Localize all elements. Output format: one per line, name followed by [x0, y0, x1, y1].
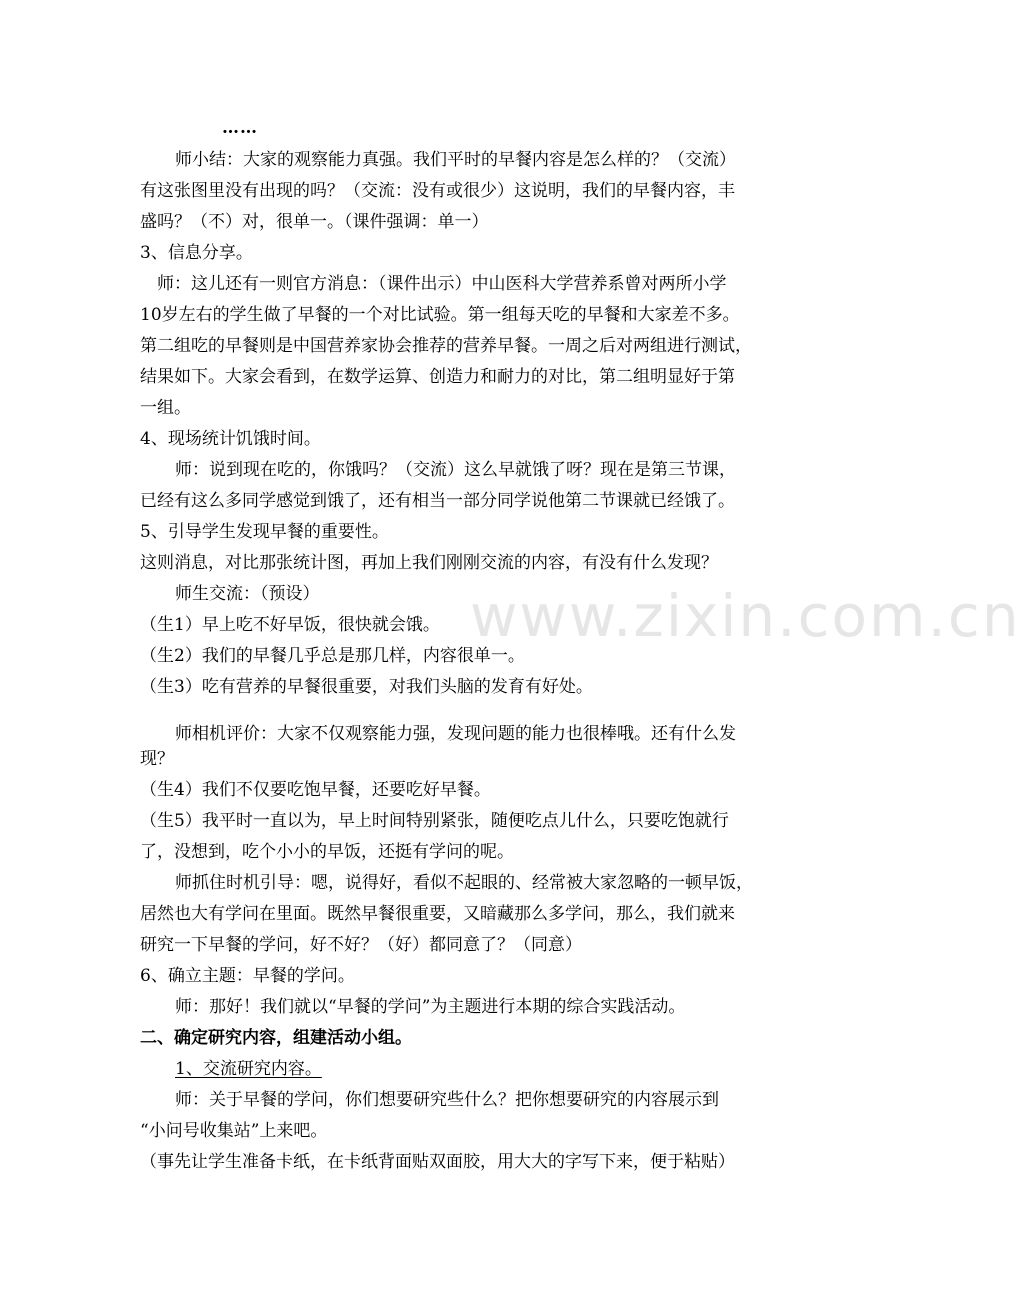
student-response: （生5）我平时一直以为，早上时间特别紧张，随便吃点儿什么，只要吃饱就行: [140, 811, 729, 831]
subsection-heading: 1、交流研究内容。: [175, 1059, 322, 1079]
student-response: （生4）我们不仅要吃饱早餐，还要吃好早餐。: [140, 780, 491, 800]
paragraph-line: 师抓住时机引导：嗯，说得好，看似不起眼的、经常被大家忽略的一顿早饭，: [175, 873, 753, 893]
paragraph-line: 师相机评价：大家不仅观察能力强，发现问题的能力也很棒哦。还有什么发: [175, 724, 736, 744]
watermark: www.zixin.com.cn: [470, 582, 1021, 650]
paragraph-line: 研究一下早餐的学问，好不好？（好）都同意了？（同意）: [140, 935, 582, 955]
section-heading: 5、引导学生发现早餐的重要性。: [140, 522, 389, 542]
paragraph-line: 师生交流：（预设）: [175, 584, 320, 604]
paragraph-line: 了，没想到，吃个小小的早饭，还挺有学问的呢。: [140, 842, 514, 862]
paragraph-line: 已经有这么多同学感觉到饿了，还有相当一部分同学说他第二节课就已经饿了。: [140, 491, 735, 511]
main-heading: 二、确定研究内容，组建活动小组。: [140, 1028, 412, 1048]
paragraph-line: 师：关于早餐的学问，你们想要研究些什么？把你想要研究的内容展示到: [175, 1090, 719, 1110]
paragraph-line: 师小结：大家的观察能力真强。我们平时的早餐内容是怎么样的？（交流）: [175, 150, 736, 170]
paragraph-line: 结果如下。大家会看到，在数学运算、创造力和耐力的对比，第二组明显好于第: [140, 367, 735, 387]
paragraph-line: 盛吗？（不）对，很单一。（课件强调：单一）: [140, 212, 489, 232]
section-heading: 4、现场统计饥饿时间。: [140, 429, 321, 449]
paragraph-line: 师：说到现在吃的，你饿吗？（交流）这么早就饿了呀？现在是第三节课，: [175, 460, 736, 480]
paragraph-line: “小问号收集站”上来吧。: [140, 1121, 328, 1141]
student-response: （生1）早上吃不好早饭，很快就会饿。: [140, 615, 440, 635]
student-response: （生2）我们的早餐几乎总是那几样，内容很单一。: [140, 646, 525, 666]
paragraph-line: 这则消息，对比那张统计图，再加上我们刚刚交流的内容，有没有什么发现？: [140, 553, 718, 573]
paragraph-line: （事先让学生准备卡纸，在卡纸背面贴双面胶，用大大的字写下来，便于粘贴）: [140, 1152, 735, 1172]
paragraph-line: 现？: [140, 749, 174, 769]
paragraph-line: 师：这儿还有一则官方消息：（课件出示）中山医科大学营养系曾对两所小学: [157, 274, 727, 294]
paragraph-line: 有这张图里没有出现的吗？（交流：没有或很少）这说明，我们的早餐内容，丰: [140, 181, 735, 201]
paragraph-line: 10岁左右的学生做了早餐的一个对比试验。第一组每天吃的早餐和大家差不多。: [140, 305, 740, 325]
section-heading: 6、确立主题：早餐的学问。: [140, 966, 355, 986]
ellipsis-line: ……: [222, 118, 258, 138]
paragraph-line: 师：那好！我们就以“早餐的学问”为主题进行本期的综合实践活动。: [175, 997, 686, 1017]
section-heading: 3、信息分享。: [140, 243, 253, 263]
paragraph-line: 居然也大有学问在里面。既然早餐很重要，又暗藏那么多学问，那么，我们就来: [140, 904, 735, 924]
paragraph-line: 一组。: [140, 398, 191, 418]
paragraph-line: 第二组吃的早餐则是中国营养家协会推荐的营养早餐。一周之后对两组进行测试，: [140, 336, 752, 356]
student-response: （生3）吃有营养的早餐很重要，对我们头脑的发育有好处。: [140, 677, 593, 697]
